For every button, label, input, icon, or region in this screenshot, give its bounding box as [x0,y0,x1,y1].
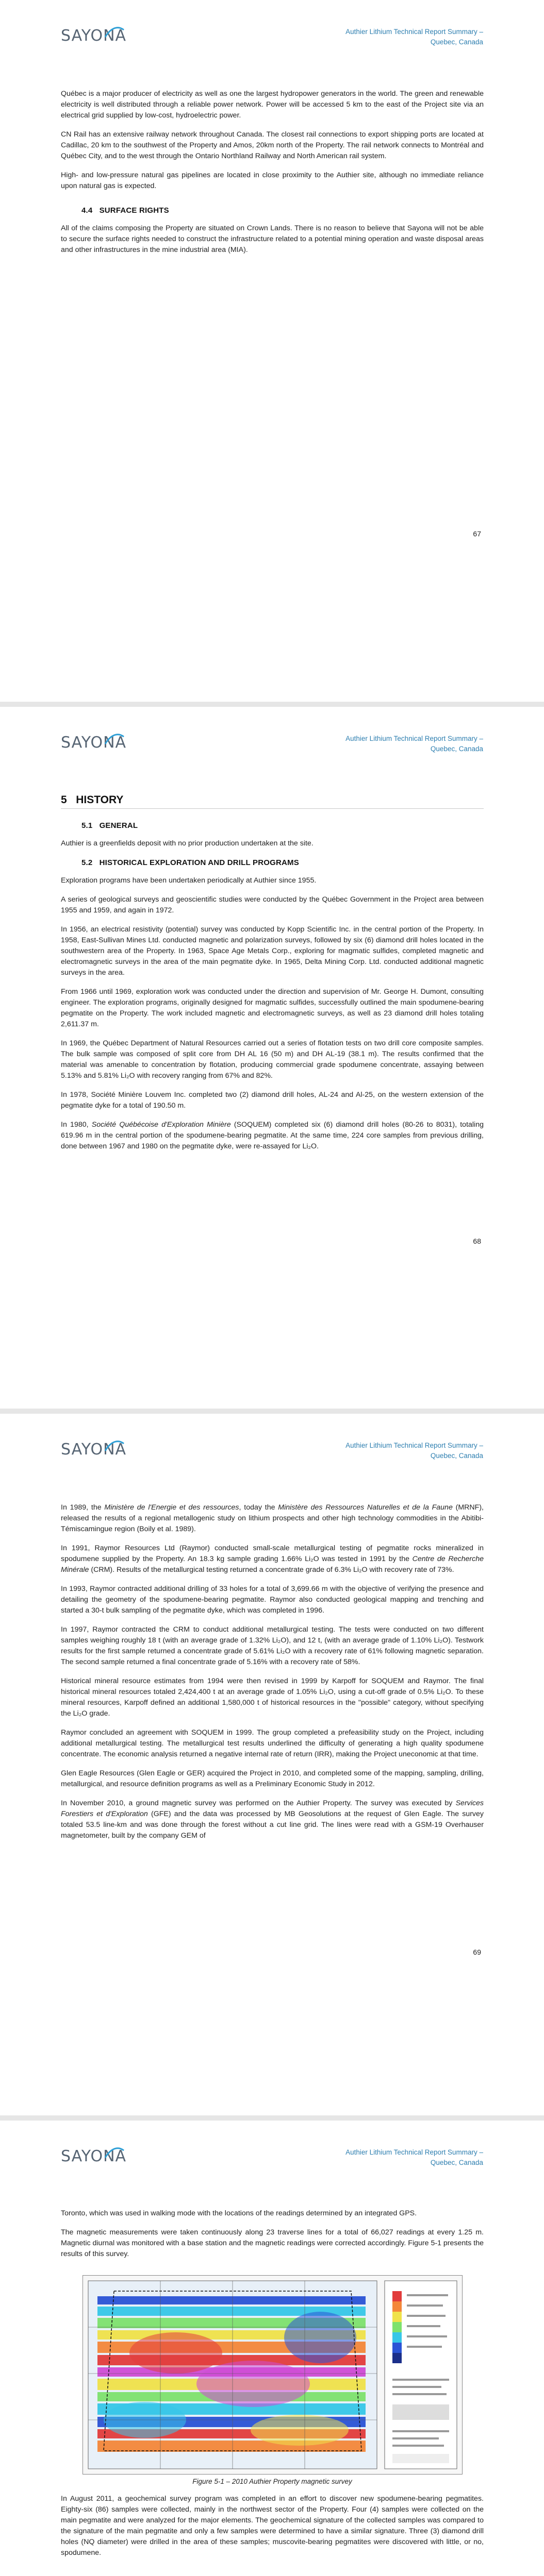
paragraph: All of the claims composing the Property are situated on Crown Lands. There is no reason to believe that Sayona will not be able to secure the surface rights needed to construct the infrastructure related to a potential mining operation and waste disposal areas and other infrastructures in the mine industrial area (MIA). [61,224,484,254]
paragraph: Authier is a greenfields deposit with no prior production undertaken at the site. [61,839,314,848]
paragraph: Québec is a major producer of electricity as well as one the largest hydropower generators in the world. The green and renewable electricity is well distributed through a reliable power network. Power will be accessed 5 km to the east of the Project site via an electrical grid supplied by low-cost, hydroelectric power. [61,90,484,120]
logo-swoosh-icon [104,732,125,746]
section-heading-5-1: 5.1 GENERAL [81,821,138,830]
paragraph: In 1980, Société Québécoise d'Exploration Minière (SOQUEM) completed six (6) diamond drill holes (80-26 to 8031), totaling 619.96 m in the central portion of the spodumene-bearing pegmatite. At the same time, 224 core samples from previous drilling, done between 1967 and 1980 on the pegmatite dyke, were re-assayed for Li₂O. [61,1121,484,1150]
paragraph: In 1969, the Québec Department of Natural Resources carried out a series of flotation tests on two drill core composite samples. The bulk sample was composed of split core from DH AL 16 (50 m) and DH AL-19 (38.1 m). The results confirmed that the material was amenable to concentration by flotation, producing commercial grade spodumene concentrate, assaying between 5.13% and 5.81% Li₂O with recovery ranging from 67% and 82%. [61,1039,484,1080]
header-line2: Quebec, Canada [430,38,483,46]
magnetic-survey-map-image [83,2276,462,2474]
logo-text: SAYONA [61,27,127,45]
header-line1: Authier Lithium Technical Report Summary – [345,1442,483,1449]
paragraph: High- and low-pressure natural gas pipelines are located in close proximity to the Authier site, although no immediate reliance upon natural gas is expected. [61,171,484,190]
page-number: 69 [473,1948,481,1956]
logo-text: SAYONA [61,734,127,752]
page-68-body [61,794,484,1160]
page-number: 67 [473,530,481,538]
paragraph: Glen Eagle Resources (Glen Eagle or GER) acquired the Project in 2010, and completed some of the mapping, sampling, drilling, metallurgical, and resource definition programs as well as a Preliminary Economic Study in 2012. [61,1769,484,1788]
page-number: 68 [473,1237,481,1245]
paragraph: In 1993, Raymor contracted additional drilling of 33 holes for a total of 3,699.66 m with the objective of verifying the presence and detailing the geometry of the spodumene-bearing pegmatite. Raymor also conducted geological mapping and trenching and started a 30-t bulk sampling of the pegmatite dyke, which was completed in 1996. [61,1585,484,1615]
page-separator [0,1409,544,1414]
page-header [345,2147,483,2168]
page-67-body [61,89,484,264]
section-heading-5-2: 5.2 HISTORICAL EXPLORATION AND DRILL PROGRAMS [81,858,299,867]
page-69 [0,1414,544,2115]
header-line1: Authier Lithium Technical Report Summary – [345,28,483,36]
logo-swoosh-icon [104,2145,125,2160]
magnetic-survey-map [83,2275,463,2475]
paragraph: In 1978, Société Minière Louvem Inc. completed two (2) diamond drill holes, AL-24 and Al-25, on the western extension of the pegmatite dyke for a total of 190.50 m. [61,1091,484,1110]
page-header [345,27,483,47]
paragraph: CN Rail has an extensive railway network throughout Canada. The closest rail connections to export shipping ports are located at Cadillac, 20 km to the southwest of the Property and Amos, 20km north of the Property. The rail network connects to Montréal and Québec City, and to the west through the Ontario Northland Railway and North American rail system. [61,130,484,160]
paragraph: The magnetic measurements were taken continuously along 23 traverse lines for a total of 66,027 readings at every 1.25 m. Magnetic diurnal was monitored with a base station and the magnetic readings were corrected accordingly. Figure 5-1 presents the results of this survey. [61,2228,484,2258]
header-line1: Authier Lithium Technical Report Summary – [345,735,483,742]
page-separator [0,702,544,707]
sayona-logo [61,27,126,45]
figure-caption: Figure 5-1 – 2010 Authier Property magnetic survey [192,2478,352,2485]
paragraph: Raymor concluded an agreement with SOQUEM in 1999. The group completed a prefeasibility study on the Project, including additional metallurgical testing. The metallurgical test results underlined the difficulty of generating a high quality spodumene concentrate. The economic analysis returned a negative internal rate of return (IRR), making the Project uneconomic at that time. [61,1728,484,1758]
sayona-logo [61,734,126,752]
paragraph: Historical mineral resource estimates from 1994 were then revised in 1999 by Karpoff for SOQUEM and Raymor. The final historical mineral resources totaled 2,424,400 t at an average grade of 1.05% Li₂O, using a cut-off grade of 0.5% Li₂O. To these mineral resources, Karpoff defined an additional 1,580,000 t of historical resources in the "possible" category, without specifying the Li₂O grade. [61,1677,484,1718]
page-68 [0,707,544,1409]
logo-swoosh-icon [104,25,125,39]
paragraph: In 1956, an electrical resistivity (potential) survey was conducted by Kopp Scientific Inc. in the central portion of the Property. In 1958, East-Sullivan Mines Ltd. conducted magnetic and polarization surveys, followed by six (6) diamond drill holes located in the southwestern area of the Property. In 1963, Space Age Metals Corp., exploring for magmatic sulfides, completed magnetic and electromagnetic surveys in the area of the main pegmatite dyke. In 1965, Delta Mining Corp. Ltd. conducted additional magnetic surveys in the area. [61,925,484,977]
header-line2: Quebec, Canada [430,2159,483,2166]
sayona-logo [61,1440,126,1459]
sayona-logo [61,2147,126,2165]
paragraph: From 1966 until 1969, exploration work was conducted under the direction and supervision of Mr. George H. Dumont, consulting engineer. The exploration programs, originally designed for magmatic sulfides, successfully outlined the main spodumene-bearing pegmatite on the Property. The work included magnetic and electromagnetic surveys, as well as 23 diamond drill holes totaling 2,611.37 m. [61,988,484,1028]
page-header [345,734,483,754]
page-70-body-top [61,2208,484,2268]
paragraph: In November 2010, a ground magnetic survey was performed on the Authier Property. The survey was executed by Services Forestiers et d'Exploration (GFE) and the data was processed by MB Geosolutions at the request of Glen Eagle. The survey totaled 53.5 line-km and was done through the forest without a cut line grid. The lines were read with a GSM-19 Overhauser magnetometer, built by the company GEM of [61,1799,484,1840]
header-line2: Quebec, Canada [430,745,483,753]
chapter-heading-5: 5 HISTORY [61,794,484,809]
page-header [345,1440,483,1461]
section-heading-4-4: 4.4 SURFACE RIGHTS [81,206,169,215]
logo-text: SAYONA [61,2147,127,2165]
page-70-body-bottom [61,2494,484,2567]
header-line2: Quebec, Canada [430,1452,483,1460]
logo-text: SAYONA [61,1440,127,1459]
page-70 [0,2121,544,2576]
page-69-body [61,1502,484,1850]
paragraph: In 1991, Raymor Resources Ltd (Raymor) conducted small-scale metallurgical testing of pegmatite rocks mineralized in spodumene supplied by the Property. An 18.3 kg sample grading 1.66% Li₂O was tested in 1991 by the Centre de Recherche Minérale (CRM). Results of the metallurgical testing returned a concentrate grade of 6.3% Li₂O with recovery rate of 73%. [61,1544,484,1574]
paragraph: In 1989, the Ministère de l'Energie et des ressources, today the Ministère des Ressources Naturelles et de la Faune (MRNF), released the results of a regional metallogenic study on lithium prospects and other high technology commodities in the Abitibi-Témiscamingue region (Boily et al. 1989). [61,1503,484,1533]
paragraph: In August 2011, a geochemical survey program was completed in an effort to discover new spodumene-bearing pegmatites. Eighty-six (86) samples were collected, mainly in the northwest sector of the Property. Four (4) samples were collected on the main pegmatite and were analyzed for the major elements. The geochemical signature of the collected samples was compared to the signature of the main pegmatite and only a few samples were determined to have a similar signature. Three (3) diamond drill holes (NQ diameter) were drilled in the area of these samples; muscovite-bearing pegmatites were discovered with little, or no, spodumene. [61,2495,484,2557]
paragraph: A series of geological surveys and geoscientific studies were conducted by the Québec Government in the Project area between 1955 and 1959, and again in 1972. [61,895,484,914]
page-67 [0,0,544,702]
paragraph: Exploration programs have been undertaken periodically at Authier since 1955. [61,876,317,885]
paragraph: Toronto, which was used in walking mode with the locations of the readings determined by an integrated GPS. [61,2209,417,2217]
paragraph: In 1997, Raymor contracted the CRM to conduct additional metallurgical testing. The tests were conducted on two different samples weighing roughly 18 t (with an average grade of 1.32% Li₂O), and 12 t, (with an average grade of 1.10% Li₂O). Testwork results for the first sample returned a concentrate grade of 5.61% Li₂O with a recovery rate of 61% following magnetic separation. The second sample returned a final concentrate grade of 5.16% with a recovery rate of 58%. [61,1625,484,1666]
logo-swoosh-icon [104,1438,125,1453]
page-separator [0,2115,544,2121]
header-line1: Authier Lithium Technical Report Summary – [345,2148,483,2156]
